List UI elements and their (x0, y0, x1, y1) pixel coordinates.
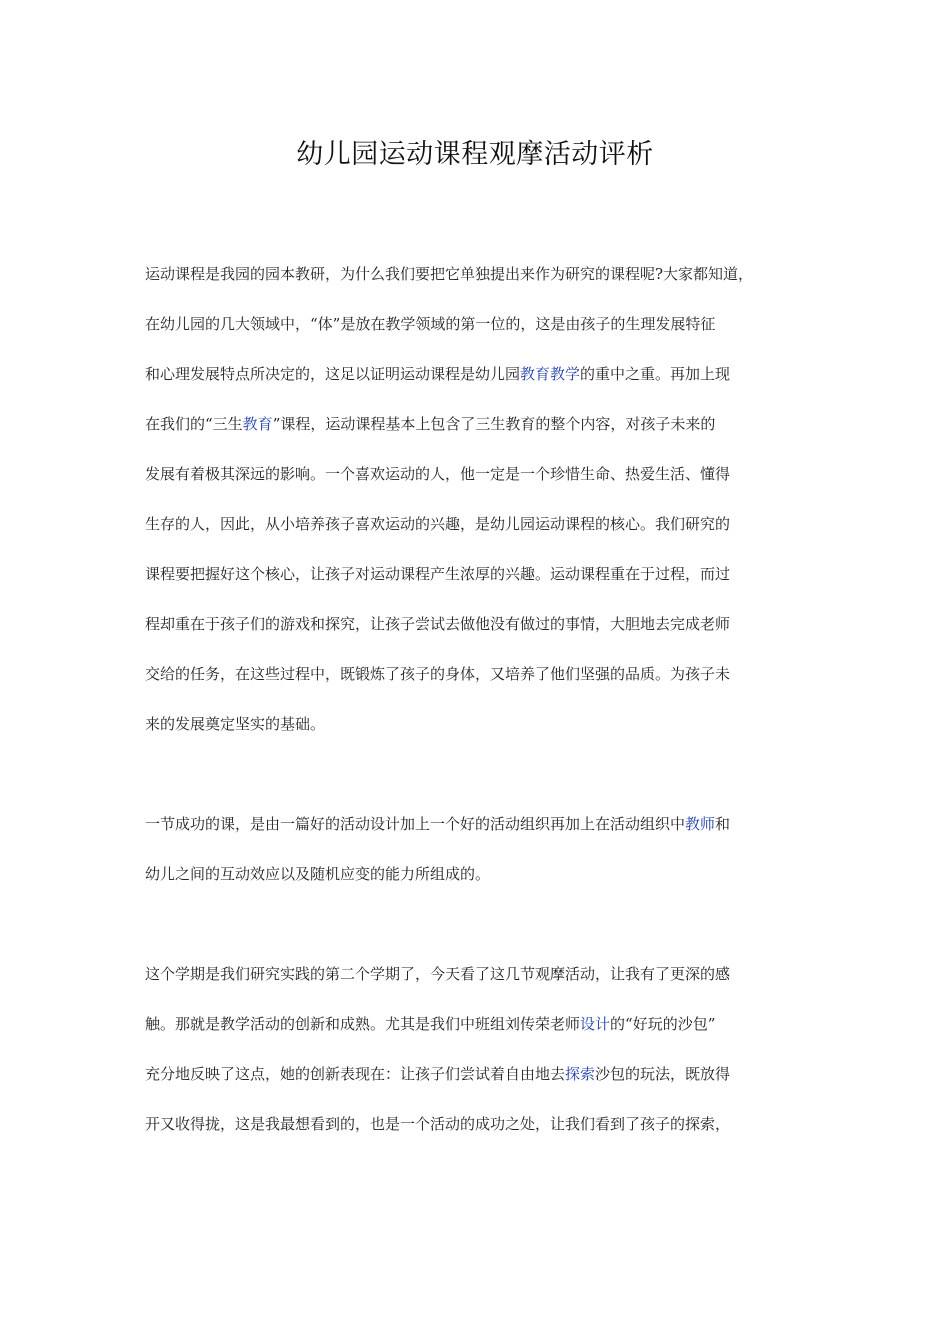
text-line (145, 512, 825, 562)
text-line (145, 612, 825, 662)
text-line (145, 312, 825, 362)
text-segment: 一节成功的课，是由一篇好的活动设计加上一个好的活动组织再加上在活动组织中 (145, 815, 686, 833)
paragraph-3 (145, 962, 825, 1162)
text-segment: 沙包的玩法，既放得 (595, 1065, 731, 1083)
text-line (145, 1062, 825, 1112)
paragraph-gap (145, 762, 825, 812)
text-line (145, 362, 825, 412)
text-segment: 和 (715, 815, 731, 833)
text-segment: 生存的人，因此，从小培养孩子喜欢运动的兴趣，是幼儿园运动课程的核心。我们研究的 (145, 515, 731, 533)
text-line (145, 262, 825, 312)
keyword-link[interactable]: 设计 (580, 1015, 611, 1033)
text-segment: 交给的任务，在这些过程中，既锻炼了孩子的身体，又培养了他们坚强的品质。为孩子未 (145, 665, 731, 683)
keyword-link[interactable]: 教育 (242, 415, 273, 433)
text-line (145, 1012, 825, 1062)
text-segment: 运动课程是我园的园本教研，为什么我们要把它单独提出来作为研究的课程呢?大家都知道， (145, 265, 754, 283)
keyword-link[interactable]: 教师 (685, 815, 716, 833)
text-segment: 幼儿之间的互动效应以及随机应变的能力所组成的。 (145, 865, 491, 883)
text-segment: 开又收得拢，这是我最想看到的，也是一个活动的成功之处，让我们看到了孩子的探索， (145, 1115, 731, 1133)
paragraph-2 (145, 812, 825, 912)
text-line (145, 462, 825, 512)
text-segment: 在我们的“三生 (145, 415, 243, 433)
text-line (145, 862, 825, 912)
text-line (145, 562, 825, 612)
text-segment: 课程要把握好这个核心，让孩子对运动课程产生浓厚的兴趣。运动课程重在于过程，而过 (145, 565, 731, 583)
text-line (145, 812, 825, 862)
keyword-link[interactable]: 探索 (565, 1065, 596, 1083)
paragraph-gap (145, 912, 825, 962)
text-segment: 来的发展奠定坚实的基础。 (145, 715, 326, 733)
text-segment: 发展有着极其深远的影响。一个喜欢运动的人，他一定是一个珍惜生命、热爱生活、懂得 (145, 465, 731, 483)
text-segment: 在幼儿园的几大领域中，“体”是放在教学领域的第一位的，这是由孩子的生理发展特征 (145, 315, 716, 333)
text-segment: 程却重在于孩子们的游戏和探究，让孩子尝试去做他没有做过的事情，大胆地去完成老师 (145, 615, 731, 633)
text-segment: 的重中之重。再加上现 (580, 365, 731, 383)
text-segment: 触。那就是教学活动的创新和成熟。尤其是我们中班组刘传荣老师 (145, 1015, 581, 1033)
text-line (145, 712, 825, 762)
text-segment: 这个学期是我们研究实践的第二个学期了，今天看了这几节观摩活动，让我有了更深的感 (145, 965, 731, 983)
document-body (145, 262, 825, 1162)
keyword-link[interactable]: 教育教学 (520, 365, 581, 383)
text-line (145, 1112, 825, 1162)
text-line (145, 412, 825, 462)
text-segment: 和心理发展特点所决定的，这足以证明运动课程是幼儿园 (145, 365, 521, 383)
text-segment: 充分地反映了这点，她的创新表现在：让孩子们尝试着自由地去 (145, 1065, 566, 1083)
text-line (145, 962, 825, 1012)
document-title: 幼儿园运动课程观摩活动评析 (296, 139, 654, 170)
text-segment: 的“好玩的沙包” (610, 1015, 716, 1033)
text-segment: ”课程，运动课程基本上包含了三生教育的整个内容，对孩子未来的 (272, 415, 716, 433)
paragraph-1 (145, 262, 825, 762)
text-line (145, 662, 825, 712)
